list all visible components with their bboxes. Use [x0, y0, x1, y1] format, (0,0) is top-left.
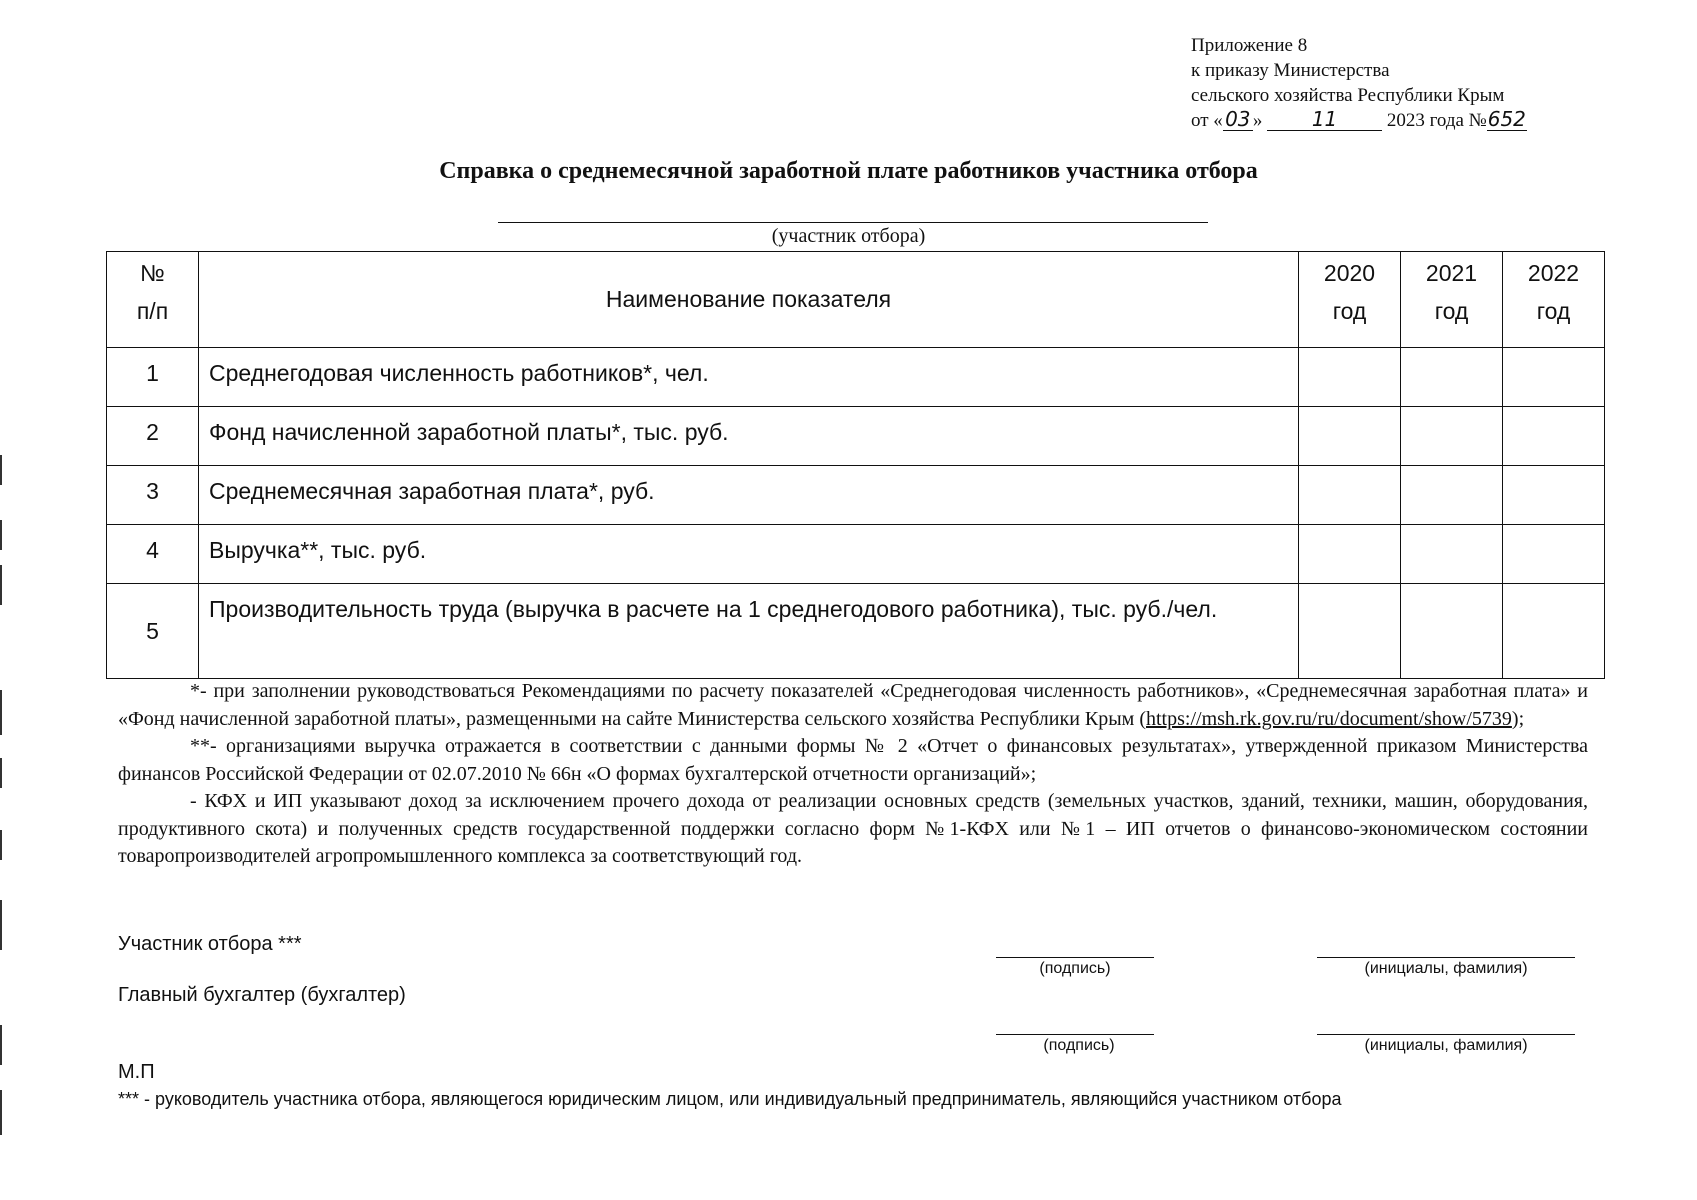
participant-label: Участник отбора *** [118, 933, 302, 955]
value-cell[interactable] [1503, 407, 1605, 466]
table-row [107, 466, 1605, 525]
row-number: 1 [107, 348, 199, 407]
header-year-2020 [1299, 252, 1401, 348]
appendix-header [1191, 33, 1527, 133]
date-year: 2023 года № [1386, 110, 1487, 131]
table-header-row [107, 252, 1605, 348]
appendix-date-line [1191, 108, 1527, 133]
note-2: **- организациями выручка отражается в соответствии с данными формы № 2 «Отчет о финансовых результатах», утвержденной приказом Министерства финансов Российской Федерации от 02.07.2010 № 66н «О формах бухгалтерской отчетности организаций»; [118, 735, 1588, 785]
row-indicator-name: Среднемесячная заработная плата*, руб. [199, 466, 1299, 525]
value-cell[interactable] [1401, 407, 1503, 466]
row-number: 5 [107, 584, 199, 679]
document-title: Справка о среднемесячной заработной плате работников участника отбора [439, 158, 1258, 184]
appendix-line-2: к приказу Министерства [1191, 60, 1390, 81]
value-cell[interactable] [1401, 348, 1503, 407]
ministry-link[interactable]: https://msh.rk.gov.ru/ru/document/show/5739 [1146, 707, 1512, 730]
date-day: 03 [1223, 109, 1253, 131]
value-cell[interactable] [1503, 525, 1605, 584]
row-number: 2 [107, 407, 199, 466]
value-cell[interactable] [1401, 584, 1503, 679]
value-cell[interactable] [1401, 466, 1503, 525]
header-num-symbol: № [140, 260, 165, 286]
year-unit: год [1536, 298, 1571, 324]
header-num-cell [107, 252, 199, 348]
appendix-line-1: Приложение 8 [1191, 35, 1308, 56]
row-indicator-name: Среднегодовая численность работников*, чел. [199, 348, 1299, 407]
value-cell[interactable] [1299, 584, 1401, 679]
value-cell[interactable] [1299, 525, 1401, 584]
value-cell[interactable] [1299, 466, 1401, 525]
scan-edge-mark [0, 455, 2, 485]
note-1-text: *- при заполнении руководствоваться Рекомендациями по расчету показателей «Среднегодовая численность работников», «Среднемесячная заработная плата» и «Фонд начисленной заработной платы», размещенными на сайте Министерства сельского хозяйства Республики Крым ( [118, 680, 1588, 730]
scan-edge-mark [0, 1090, 2, 1135]
row-number: 3 [107, 466, 199, 525]
accountant-label: Главный бухгалтер (бухгалтер) [118, 984, 406, 1006]
value-cell[interactable] [1503, 348, 1605, 407]
header-name-cell: Наименование показателя [199, 252, 1299, 348]
note-3: - КФХ и ИП указывают доход за исключением прочего дохода от реализации основных средств (земельных участков, зданий, техники, машин, оборудования, продуктивного скота) и полученных средств государственной поддержки согласно форм №1-КФХ или №1 – ИП отчетов о финансово-экономическом состоянии товаропроизводителей агропромышленного комплекса за соответствующий год. [118, 790, 1588, 867]
note-1-end: ); [1511, 707, 1525, 730]
date-month: 11 [1267, 109, 1382, 131]
appendix-line-3: сельского хозяйства Республики Крым [1191, 85, 1505, 106]
date-mid: » [1252, 110, 1263, 131]
name-caption: (инициалы, фамилия) [1364, 960, 1528, 977]
value-cell[interactable] [1503, 584, 1605, 679]
table-row [107, 525, 1605, 584]
footnotes [118, 678, 1588, 871]
scan-edge-mark [0, 758, 2, 788]
table-row [107, 348, 1605, 407]
scan-edge-mark [0, 1025, 2, 1065]
year-unit: год [1332, 298, 1367, 324]
value-cell[interactable] [1299, 407, 1401, 466]
name-line[interactable] [1317, 1034, 1575, 1035]
year-label: 2022 [1527, 260, 1580, 286]
signature-caption: (подпись) [1039, 960, 1111, 977]
scan-edge-mark [0, 830, 2, 860]
indicators-table [106, 251, 1605, 679]
scan-edge-mark [0, 520, 2, 550]
note-1 [118, 678, 1588, 733]
value-cell[interactable] [1401, 525, 1503, 584]
table-row [107, 407, 1605, 466]
header-year-2021 [1401, 252, 1503, 348]
header-num-pp: п/п [136, 298, 169, 324]
row-number: 4 [107, 525, 199, 584]
scan-edge-mark [0, 690, 2, 735]
signature-caption: (подпись) [1043, 1037, 1115, 1054]
year-unit: год [1434, 298, 1469, 324]
order-number: 652 [1487, 107, 1526, 131]
date-prefix: от « [1191, 110, 1223, 131]
name-caption: (инициалы, фамилия) [1364, 1037, 1528, 1054]
signature-line[interactable] [996, 957, 1154, 958]
participant-caption: (участник отбора) [771, 225, 926, 247]
scan-edge-mark [0, 900, 2, 950]
header-year-2022 [1503, 252, 1605, 348]
row-indicator-name: Производительность труда (выручка в расчете на 1 среднегодового работника), тыс. руб./чел. [199, 584, 1299, 679]
row-indicator-name: Фонд начисленной заработной платы*, тыс. руб. [199, 407, 1299, 466]
value-cell[interactable] [1503, 466, 1605, 525]
year-label: 2020 [1323, 260, 1376, 286]
row-indicator-name: Выручка**, тыс. руб. [199, 525, 1299, 584]
footnote-triple-star: *** - руководитель участника отбора, являющегося юридическим лицом, или индивидуальный предприниматель, являющийся участником отбора [118, 1089, 1342, 1109]
participant-blank-line [498, 222, 1208, 223]
scan-edge-mark [0, 565, 2, 605]
value-cell[interactable] [1299, 348, 1401, 407]
table-row [107, 584, 1605, 679]
signature-line[interactable] [996, 1034, 1154, 1035]
name-line[interactable] [1317, 957, 1575, 958]
year-label: 2021 [1425, 260, 1478, 286]
stamp-label: М.П [118, 1061, 155, 1083]
